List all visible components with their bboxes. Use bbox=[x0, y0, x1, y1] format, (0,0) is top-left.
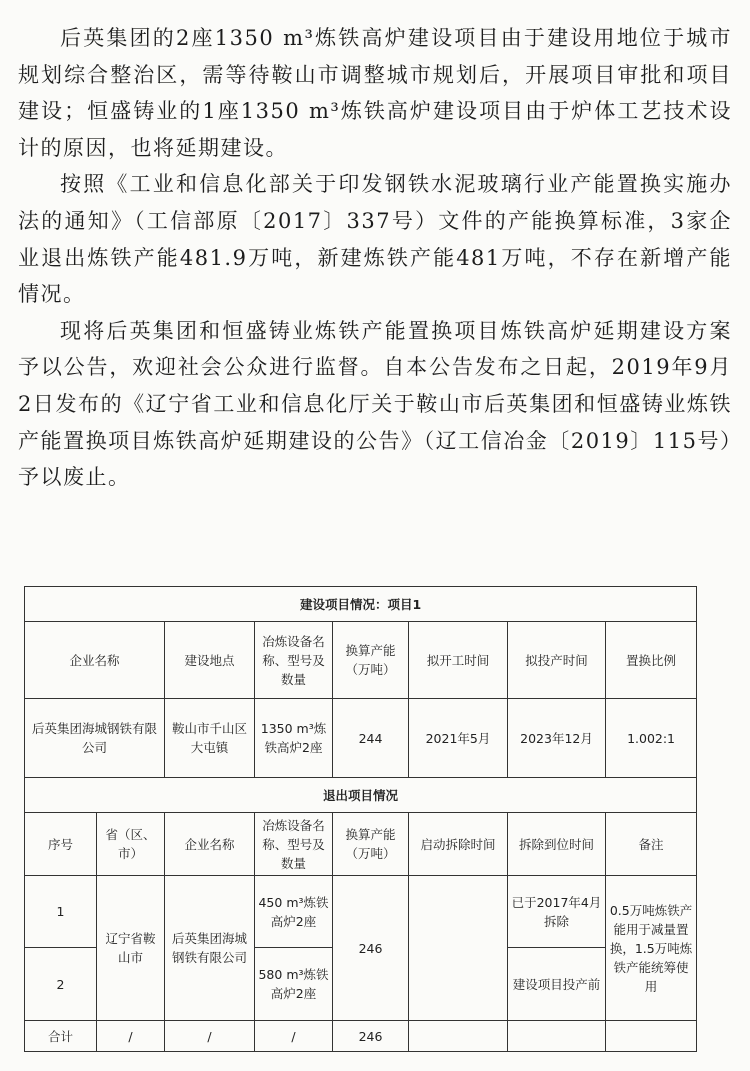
exit-remarks-cell: 0.5万吨炼铁产能用于减量置换，1.5万吨炼铁产能统筹使用 bbox=[606, 876, 697, 1021]
exit-project-section-title: 退出项目情况 bbox=[25, 778, 697, 813]
exit-demolition-start-cell bbox=[409, 876, 508, 1021]
exit-row-no: 2 bbox=[25, 948, 97, 1021]
total-demolition-finish bbox=[508, 1021, 606, 1052]
new-header-ratio: 置换比例 bbox=[606, 622, 697, 699]
paragraph-2: 按照《工业和信息化部关于印发钢铁水泥玻璃行业产能置换实施办法的通知》（工信部原〔2017〕337号）文件的产能换算标准，3家企业退出炼铁产能481.9万吨，新建炼铁产能481万吨，不存在新增产能情况。 bbox=[18, 172, 732, 307]
paragraph-3: 现将后英集团和恒盛铸业炼铁产能置换项目炼铁高炉延期建设方案予以公告，欢迎社会公众进行监督。自本公告发布之日起，2019年9月2日发布的《辽宁省工业和信息化厅关于鞍山市后英集团和恒盛铸业炼铁产能置换项目炼铁高炉延期建设的公告》（辽工信冶金〔2019〕115号）予以废止。 bbox=[18, 318, 732, 490]
exit-header-demolition-finish: 拆除到位时间 bbox=[508, 813, 606, 876]
total-label: 合计 bbox=[25, 1021, 97, 1052]
new-project-section-title: 建设项目情况：项目1 bbox=[25, 587, 697, 622]
exit-header-no: 序号 bbox=[25, 813, 97, 876]
exit-demolition-finish-cell: 建设项目投产前 bbox=[508, 948, 606, 1021]
exit-header-equipment: 冶炼设备名称、型号及数量 bbox=[255, 813, 333, 876]
exit-demolition-finish-cell: 已于2017年4月拆除 bbox=[508, 876, 606, 948]
exit-header-province: 省（区、市） bbox=[97, 813, 165, 876]
new-header-location: 建设地点 bbox=[165, 622, 255, 699]
new-production-cell: 2023年12月 bbox=[508, 699, 606, 778]
exit-company-cell: 后英集团海城钢铁有限公司 bbox=[165, 876, 255, 1021]
new-equipment-cell: 1350 m³炼铁高炉2座 bbox=[255, 699, 333, 778]
exit-header-remarks: 备注 bbox=[606, 813, 697, 876]
new-header-capacity: 换算产能（万吨） bbox=[333, 622, 409, 699]
capacity-replacement-table bbox=[24, 586, 697, 1052]
new-header-start-time: 拟开工时间 bbox=[409, 622, 508, 699]
new-header-equipment: 冶炼设备名称、型号及数量 bbox=[255, 622, 333, 699]
exit-header-company: 企业名称 bbox=[165, 813, 255, 876]
total-province: / bbox=[97, 1021, 165, 1052]
total-capacity: 246 bbox=[333, 1021, 409, 1052]
exit-header-demolition-start: 启动拆除时间 bbox=[409, 813, 508, 876]
total-remarks bbox=[606, 1021, 697, 1052]
notice-body bbox=[18, 20, 732, 496]
new-header-company: 企业名称 bbox=[25, 622, 165, 699]
exit-equipment-cell: 450 m³炼铁高炉2座 bbox=[255, 876, 333, 948]
exit-province-cell: 辽宁省鞍山市 bbox=[97, 876, 165, 1021]
exit-equipment-cell: 580 m³炼铁高炉2座 bbox=[255, 948, 333, 1021]
new-ratio-cell: 1.002:1 bbox=[606, 699, 697, 778]
exit-row-no: 1 bbox=[25, 876, 97, 948]
total-demolition-start bbox=[409, 1021, 508, 1052]
new-company-cell: 后英集团海城钢铁有限公司 bbox=[25, 699, 165, 778]
new-start-cell: 2021年5月 bbox=[409, 699, 508, 778]
exit-capacity-cell: 246 bbox=[333, 876, 409, 1021]
total-equipment: / bbox=[255, 1021, 333, 1052]
paragraph-1: 后英集团的2座1350 m³炼铁高炉建设项目由于建设用地位于城市规划综合整治区，需等待鞍山市调整城市规划后，开展项目审批和项目建设；恒盛铸业的1座1350 m³炼铁高炉建设项目由于炉体工艺技术设计的原因，也将延期建设。 bbox=[18, 26, 732, 160]
new-header-production-time: 拟投产时间 bbox=[508, 622, 606, 699]
new-location-cell: 鞍山市千山区大屯镇 bbox=[165, 699, 255, 778]
exit-header-capacity: 换算产能（万吨） bbox=[333, 813, 409, 876]
total-company: / bbox=[165, 1021, 255, 1052]
new-capacity-cell: 244 bbox=[333, 699, 409, 778]
